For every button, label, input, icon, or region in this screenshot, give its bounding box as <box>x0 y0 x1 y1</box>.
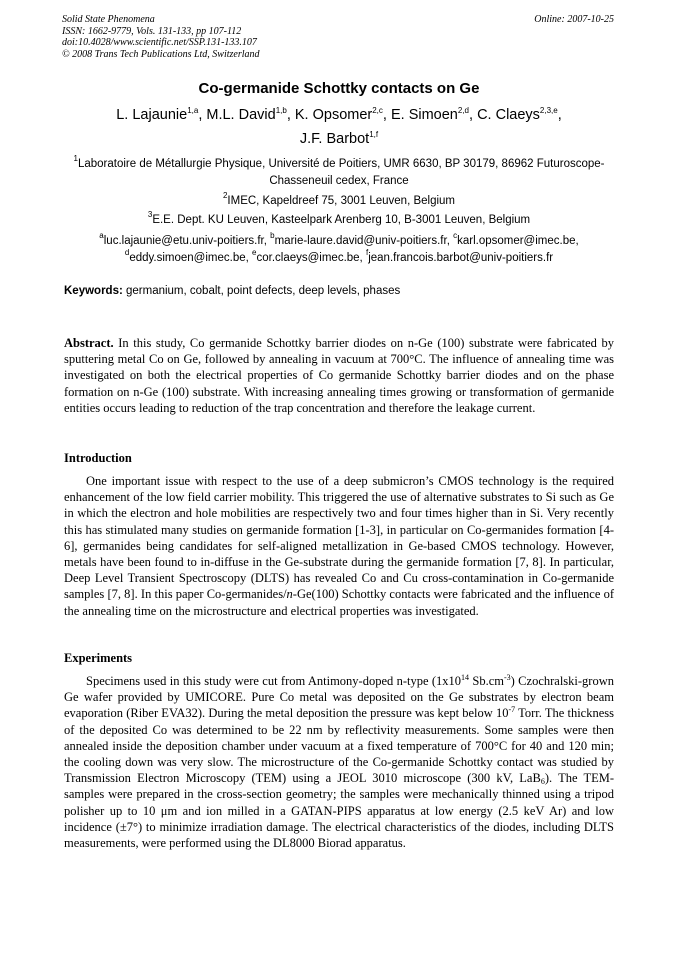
superscript: -7 <box>508 705 516 715</box>
author-name: C. Claeys <box>477 107 540 123</box>
copyright-line: © 2008 Trans Tech Publications Ltd, Switzerland <box>62 48 260 60</box>
journal-header <box>62 14 260 60</box>
email-link[interactable]: eddy.simoen@imec.be, <box>129 252 249 264</box>
affiliation-3 <box>60 212 618 229</box>
email-mark: e <box>252 248 257 257</box>
author-affil-mark: 1,b <box>275 106 287 115</box>
author-affil-mark: 1,a <box>187 106 199 115</box>
keywords-text: germanium, cobalt, point defects, deep levels, phases <box>122 285 401 297</box>
experiments-paragraph <box>64 673 614 851</box>
author-affil-mark: 2,d <box>457 106 469 115</box>
affiliation-number: 3 <box>147 210 153 219</box>
superscript: -3 <box>504 673 511 682</box>
author-affil-mark: 1,f <box>369 130 379 139</box>
email-mark: f <box>365 248 369 257</box>
experiments-text: ). The TEM-samples were prepared in the cross-section geometry; the samples were mechanically thinned using a tripod polisher up to 10 μm and ion milled in a GATAN-PIPS apparatus at low energy (2.5 keV Ar) and low incidence (±7°) to minimize irradiation damage. The electrical characteristics of the diodes, including DLTS measurements, were performed using the DL8000 Biorad apparatus. <box>64 771 615 851</box>
online-date: Online: 2007-10-25 <box>534 14 614 25</box>
author-name: J.F. Barbot <box>299 131 370 147</box>
superscript: 14 <box>461 673 470 682</box>
email-link[interactable]: marie-laure.david@univ-poitiers.fr, <box>274 235 450 247</box>
affiliation-number: 2 <box>222 191 228 200</box>
introduction-text: One important issue with respect to the use of a deep submicron’s CMOS technology is the required enhancement of the low field carrier mobility. This triggered the use of alternative substrates to Si such as Ge in which the electron and hole mobilities are respectively two and four times higher than in Si. Very recently this has stimulated many studies on germanide formation [1-3], in particular on Co-germanides formation [4-6], germanides being candidates for self-aligned metallization in Ge-based CMOS technology. However, metals have been found to in-diffuse in the Ge-substrate during the germanide formation [7, 8]. In particular, Deep Level Transient Spectroscopy (DLTS) has revealed Co and Cu cross-contamination in Co-germanide samples [7, 8]. In this paper Co-germanides/ <box>64 474 614 602</box>
email-mark: b <box>270 231 275 240</box>
experiments-text: Torr. The thickness of the deposited Co was determined to be 22 nm by reflectivity measurements. Some samples were then annealed inside the deposition chamber under vacuum at a fixed temperature of 700°C for 40 and 120 min; the cooling down was very slow. The microstructure of the Co-germanide Schottky contact was studied by Transmission Electron Microscopy (TEM) using a JEOL 3010 microscope (300 kV, LaB <box>64 706 615 786</box>
author-affil-mark: 2,c <box>372 106 383 115</box>
subscript: 6 <box>540 777 545 787</box>
affiliation-text: IMEC, Kapeldreef 75, 3001 Leuven, Belgium <box>227 195 456 207</box>
keywords-label: Keywords: <box>64 285 123 297</box>
introduction-heading: Introduction <box>64 451 132 465</box>
affiliation-2 <box>60 193 618 210</box>
email-link[interactable]: luc.lajaunie@etu.univ-poitiers.fr, <box>103 235 267 247</box>
introduction-italic: n <box>286 587 293 602</box>
author-name: K. Opsomer <box>294 107 373 123</box>
keywords <box>64 285 614 297</box>
author-list: L. Lajaunie$^{1,a}$, M.L. David$^{1,b}$, K. Opsomer$^{2,c}$, E. Simoen$^{2,d}$, C. Claeys$^{2,3,e}$, J.F. Barbot$^{1,f}$ <box>116 106 562 147</box>
author-name: L. Lajaunie <box>116 107 188 123</box>
email-link[interactable]: cor.claeys@imec.be, <box>256 252 363 264</box>
introduction-text-end: -Ge(100) Schottky contacts were fabricated and the influence of the annealing time on the microstructure and electrical properties was investigated. <box>64 587 614 618</box>
author-name: M.L. David <box>206 107 276 123</box>
journal-name: Solid State Phenomena <box>62 14 155 25</box>
email-link[interactable]: jean.francois.barbot@univ-poitiers.fr <box>368 252 554 264</box>
issn-line: ISSN: 1662-9779, Vols. 131-133, pp 107-112 <box>62 25 242 37</box>
paper-title: Co-germanide Schottky contacts on Ge <box>198 80 480 97</box>
affiliation-text: E.E. Dept. KU Leuven, Kasteelpark Arenberg 10, B-3001 Leuven, Belgium <box>152 214 531 226</box>
author-name: E. Simoen <box>390 107 458 123</box>
experiments-text: Sb.cm <box>469 674 504 688</box>
affiliation-number: 1 <box>73 154 78 163</box>
introduction-paragraph <box>64 473 614 619</box>
author-affil-mark: 2,3,e <box>539 106 558 115</box>
abstract-text: In this study, Co germanide Schottky barrier diodes on n-Ge (100) substrate were fabricated by sputtering metal Co on Ge, followed by annealing in vacuum at 700°C. The influence of annealing time was investigated on both the electrical properties of Co germanide Schottky barrier diodes and on the phase formation on n-Ge (100) substrate. With increasing annealing times growing or transformation of germanide entities occurs leading to reduction of the trap concentration and therefore the leakage current. <box>64 336 614 415</box>
experiments-text: Specimens used in this study were cut from Antimony-doped n-type (1x10 <box>86 674 462 688</box>
experiments-heading: Experiments <box>64 651 133 665</box>
abstract-label: Abstract. <box>64 336 114 350</box>
experiments-text: ) Czochralski-grown Ge wafer provided by UMICORE. Pure Co metal was deposited on the Ge substrates by electron beam evaporation (Riber EVA32). During the metal deposition the pressure was kept below 10 <box>64 674 614 721</box>
affiliation-text: Laboratoire de Métallurgie Physique, Université de Poitiers, UMR 6630, BP 30179, 86962 Futuroscope-Chasseneuil cedex, France <box>77 158 605 187</box>
author-emails <box>60 233 618 267</box>
doi-line: doi:10.4028/www.scientific.net/SSP.131-133.107 <box>62 37 257 48</box>
abstract <box>64 335 614 416</box>
email-mark: c <box>453 231 458 240</box>
email-mark: d <box>124 248 130 257</box>
affiliation-1 <box>60 156 618 190</box>
email-link[interactable]: karl.opsomer@imec.be, <box>457 235 579 247</box>
email-mark: a <box>99 231 104 240</box>
